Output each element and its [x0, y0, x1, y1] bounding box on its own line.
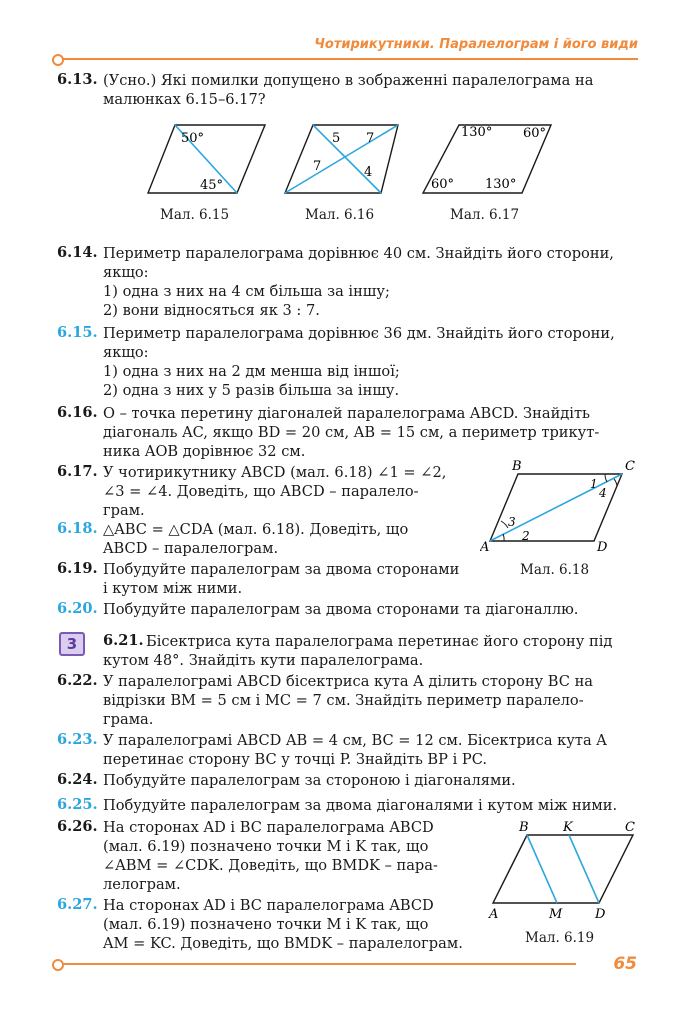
- problem-text: перетинає сторону BC у точці P. Знайдіть BP і PC.: [103, 751, 488, 768]
- figure-caption: Мал. 6.15: [160, 207, 230, 223]
- problem-text: У паралелограмі ABCD бісектриса кута A ділить сторону BC на: [103, 673, 593, 690]
- angle-number: 1: [590, 477, 598, 491]
- diagonal-618: [490, 474, 622, 541]
- problem-number: 6.20.: [57, 600, 98, 617]
- parallelogram-619: [493, 835, 633, 903]
- problem-text: грама.: [103, 711, 154, 728]
- diagonal-616-b: [285, 125, 398, 193]
- angle-number: 2: [522, 529, 530, 543]
- angle-number: 3: [508, 515, 516, 529]
- angle-label: 130°: [461, 125, 493, 140]
- problem-number: 6.18.: [57, 520, 98, 537]
- angle-label: 50°: [181, 131, 205, 146]
- level-badge: 3: [59, 632, 85, 656]
- vertex-label: D: [597, 540, 608, 555]
- problem-text: △ABC = △CDA (мал. 6.18). Доведіть, що: [103, 521, 409, 538]
- problem-text: Побудуйте паралелограм за двома сторонами та діагоналлю.: [103, 601, 579, 618]
- problem-text: Побудуйте паралелограм за двома сторонами: [103, 561, 460, 578]
- problem-text: (мал. 6.19) позначено точки M і K так, що: [103, 838, 429, 855]
- footer-rule-dot: [52, 959, 64, 971]
- vertex-label: B: [512, 459, 522, 474]
- page-number: 65: [613, 954, 637, 974]
- figure-618: [480, 456, 640, 561]
- problem-text: (мал. 6.19) позначено точки M і K так, що: [103, 916, 429, 933]
- problem-text: якщо:: [103, 264, 149, 281]
- problem-text: кутом 48°. Знайдіть кути паралелограма.: [103, 652, 424, 669]
- problem-number: 6.23.: [57, 731, 98, 748]
- vertex-label: M: [549, 907, 563, 922]
- problem-text: O – точка перетину діагоналей паралелограма ABCD. Знайдіть: [103, 405, 590, 422]
- problem-text: (Усно.) Які помилки допущено в зображенні паралелограма на: [103, 72, 594, 89]
- angle-label: 130°: [485, 177, 517, 192]
- figure-caption: Мал. 6.16: [305, 207, 375, 223]
- problem-number: 6.16.: [57, 404, 98, 421]
- problem-text: На сторонах AD і BC паралелограма ABCD: [103, 819, 434, 836]
- angle-label: 60°: [431, 177, 455, 192]
- problem-number: 6.22.: [57, 672, 98, 689]
- problem-item: 1) одна з них на 4 см більша за іншу;: [103, 283, 390, 300]
- problem-text: якщо:: [103, 344, 149, 361]
- problem-text: ABCD – паралелограм.: [103, 540, 279, 557]
- problem-text: Периметр паралелограма дорівнює 40 см. Знайдіть його сторони,: [103, 245, 614, 262]
- problem-item: 2) вони відносяться як 3 : 7.: [103, 302, 320, 319]
- problem-text: Периметр паралелограма дорівнює 36 дм. Знайдіть його сторони,: [103, 325, 615, 342]
- segment-label: 5: [332, 131, 341, 146]
- problem-text: ника AOB дорівнює 32 см.: [103, 443, 306, 460]
- vertex-label: C: [625, 820, 635, 835]
- problem-text: Бісектриса кута паралелограма перетинає його сторону під: [146, 633, 613, 650]
- problem-number: 6.24.: [57, 771, 98, 788]
- problem-text: На сторонах AD і BC паралелограма ABCD: [103, 897, 434, 914]
- problem-text: грам.: [103, 502, 145, 519]
- problem-number: 6.25.: [57, 796, 98, 813]
- segment-label: 7: [366, 131, 375, 146]
- segment-label: 4: [364, 165, 373, 180]
- vertex-label: A: [480, 540, 490, 555]
- problem-text: малюнках 6.15–6.17?: [103, 91, 266, 108]
- problem-number: 6.17.: [57, 463, 98, 480]
- problem-text: відрізки BM = 5 см і MC = 7 см. Знайдіть периметр паралело-: [103, 692, 584, 709]
- angle-label: 45°: [200, 178, 224, 193]
- problem-number: 6.14.: [57, 244, 98, 261]
- problem-text: лелограм.: [103, 876, 181, 893]
- angle-label: 60°: [523, 126, 547, 141]
- problem-text: діагональ AC, якщо BD = 20 см, AB = 15 см, а периметр трикут-: [103, 424, 600, 441]
- problem-number: 6.21.: [103, 632, 144, 649]
- problem-number: 6.13.: [57, 71, 98, 88]
- vertex-label: A: [489, 907, 499, 922]
- footer-rule: [56, 963, 576, 965]
- problem-text: Побудуйте паралелограм за двома діагоналями і кутом між ними.: [103, 797, 618, 814]
- problem-text: У чотирикутнику ABCD (мал. 6.18) ∠1 = ∠2,: [103, 464, 447, 481]
- angle-number: 4: [599, 486, 607, 500]
- problem-text: ∠ABM = ∠CDK. Доведіть, що BMDK – пара-: [103, 857, 438, 874]
- problem-number: 6.26.: [57, 818, 98, 835]
- header-rule: [56, 58, 638, 60]
- segment-label: 7: [313, 159, 322, 174]
- problem-text: ∠3 = ∠4. Доведіть, що ABCD – паралело-: [103, 483, 419, 500]
- figure-caption: Мал. 6.17: [450, 207, 520, 223]
- problem-item: 1) одна з них на 2 дм менша від іншої;: [103, 363, 400, 380]
- problem-number: 6.19.: [57, 560, 98, 577]
- segment-KD: [569, 835, 599, 903]
- figure-caption: Мал. 6.19: [525, 930, 595, 946]
- header-title: Чотирикутники. Паралелограм і його види: [314, 37, 638, 52]
- vertex-label: D: [595, 907, 606, 922]
- vertex-label: K: [563, 820, 573, 835]
- header-rule-dot: [52, 54, 64, 66]
- figure-caption: Мал. 6.18: [520, 562, 590, 578]
- problem-number: 6.15.: [57, 324, 98, 341]
- problem-number: 6.27.: [57, 896, 98, 913]
- problem-text: AM = KC. Доведіть, що BMDK – паралелограм.: [103, 935, 463, 952]
- problem-item: 2) одна з них у 5 разів більша за іншу.: [103, 382, 400, 399]
- figure-619: [485, 815, 645, 927]
- problem-text: У паралелограмі ABCD AB = 4 см, BC = 12 см. Бісектриса кута A: [103, 732, 607, 749]
- segment-BM: [527, 835, 557, 903]
- vertex-label: B: [519, 820, 529, 835]
- vertex-label: C: [625, 459, 635, 474]
- problem-text: Побудуйте паралелограм за стороною і діагоналями.: [103, 772, 516, 789]
- problem-text: і кутом між ними.: [103, 580, 243, 597]
